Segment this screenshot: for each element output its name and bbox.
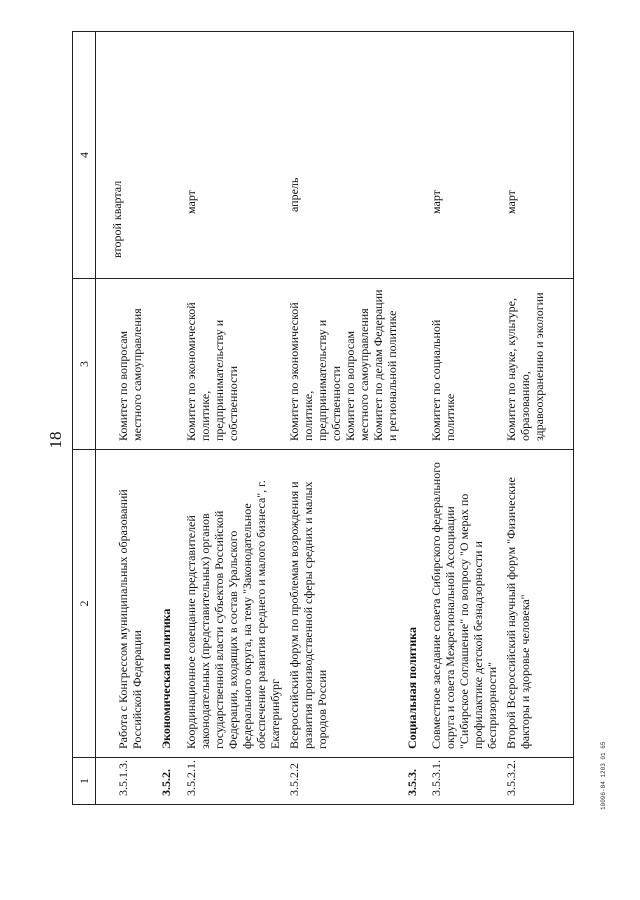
row-number: 3.5.3.2.: [504, 758, 574, 805]
event-description: Совместное заседание совета Сибирского федерального округа и совета Межрегиональной Ассоциации "Сибирское Соглашение" по вопросу "О мерах по профилактике детской безнадзорности и беспризорности": [429, 450, 504, 758]
section-number: 3.5.2.: [149, 758, 184, 805]
table-row: [287, 32, 399, 805]
section-title: Экономическая политика: [149, 450, 184, 758]
event-date: март: [504, 32, 574, 279]
responsible-committee: Комитет по науке, культуре, образованию, здравоохранению и экологии: [504, 279, 574, 450]
table-row: [504, 32, 574, 805]
responsible-committee: Комитет по социальной политике: [429, 279, 504, 450]
responsible-committee: Комитет по вопросам местного самоуправления: [96, 279, 149, 450]
event-description: Второй Всероссийский научный форум "Физические факторы и здоровье человека": [504, 450, 574, 758]
table-row: [429, 32, 504, 805]
column-header-3: 3: [73, 279, 96, 450]
column-header-1: 1: [73, 758, 96, 805]
section-row: [149, 32, 184, 805]
section-number: 3.5.3.: [399, 758, 429, 805]
section-row: [399, 32, 429, 805]
table-row: [184, 32, 287, 805]
row-number: 3.5.1.3.: [96, 758, 149, 805]
column-header-row: [73, 32, 96, 805]
responsible-committee: Комитет по экономической политике, предпринимательству и собственности: [184, 279, 287, 450]
plan-table: [72, 31, 574, 805]
column-header-4: 4: [73, 32, 96, 279]
event-date: апрель: [287, 32, 399, 279]
table-row: [96, 32, 149, 805]
event-date: март: [429, 32, 504, 279]
event-date: март: [184, 32, 287, 279]
page-number: 18: [46, 431, 65, 449]
event-description: Всероссийский форум по проблемам возрождения и развития производственной сферы средних и малых городов России: [287, 450, 399, 758]
row-number: 3.5.3.1.: [429, 758, 504, 805]
section-title: Социальная политика: [399, 450, 429, 758]
event-date: второй квартал: [96, 32, 149, 279]
responsible-committee: Комитет по экономической политике, предпринимательству и собственности Комитет по вопросам местного самоуправления Комитет по делам Федерации и региональной политике: [287, 279, 399, 450]
event-description: Координационное совещание представителей законодательных (представительных) органов государственной власти субъектов Российской Федерации, входящих в состав Уральского федерального округа, на тему "Законодательное обеспечение развития среднего и малого бизнеса", г. Екатеринбург: [184, 450, 287, 758]
row-number: 3.5.2.1.: [184, 758, 287, 805]
event-description: Работа с Конгрессом муниципальных образований Российской Федерации: [96, 450, 149, 758]
column-header-2: 2: [73, 450, 96, 758]
footer-code: 10096-84 1203 01 65: [600, 741, 607, 810]
row-number: 3.5.2.2: [287, 758, 399, 805]
